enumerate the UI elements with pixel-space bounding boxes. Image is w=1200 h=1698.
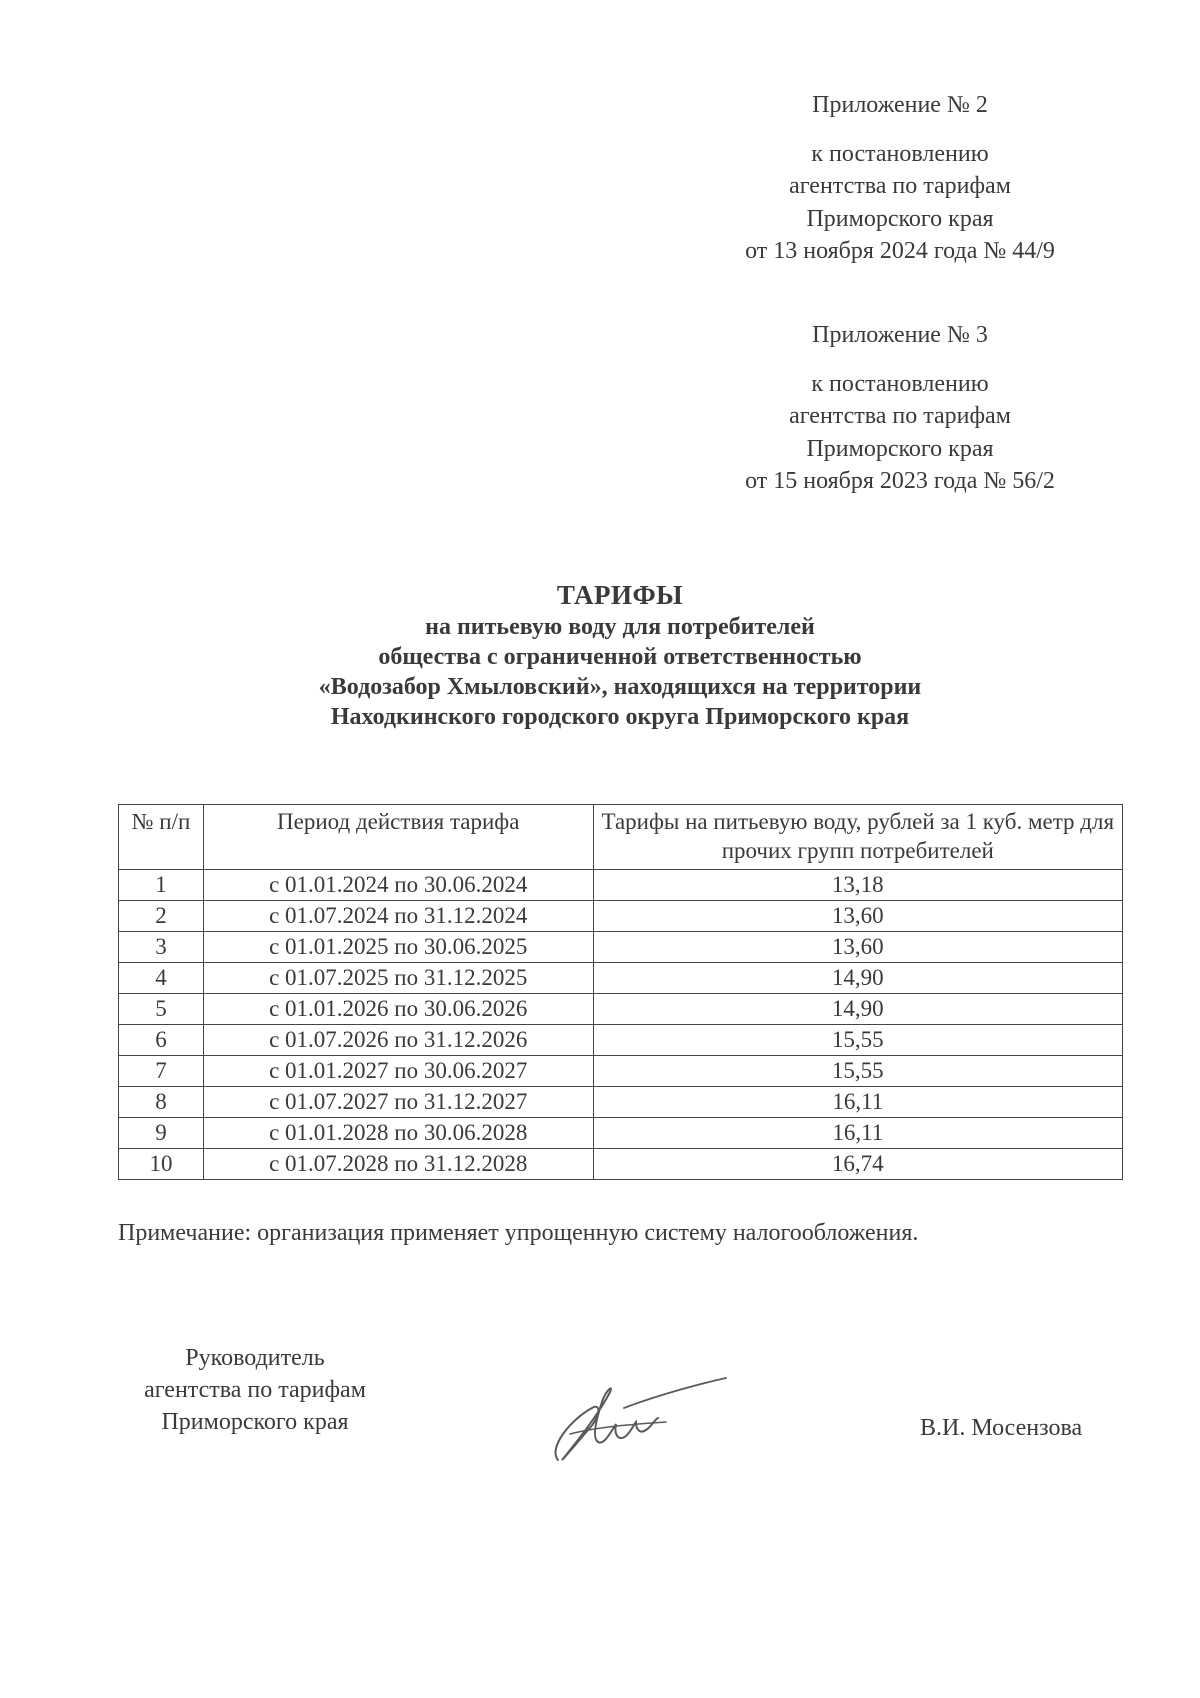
row-tariff: 14,90: [593, 963, 1122, 994]
table-row: [119, 994, 1123, 1025]
heading-line: «Водозабор Хмыловский», находящихся на территории: [318, 674, 922, 700]
row-tariff: 13,60: [593, 932, 1122, 963]
document-heading: [100, 578, 1140, 732]
table-row: [119, 1149, 1123, 1180]
heading-line: Находкинского городского округа Приморского края: [330, 704, 910, 730]
appendix-3-block: [700, 319, 1100, 498]
row-period: с 01.01.2026 по 30.06.2026: [203, 994, 593, 1025]
header-number: № п/п: [119, 805, 204, 870]
row-period: с 01.01.2025 по 30.06.2025: [203, 932, 593, 963]
row-tariff: 15,55: [593, 1056, 1122, 1087]
row-number: 2: [119, 901, 204, 932]
row-period: с 01.01.2027 по 30.06.2027: [203, 1056, 593, 1087]
table-row: [119, 1087, 1123, 1118]
signer-position: [110, 1342, 400, 1438]
table-row: [119, 901, 1123, 932]
table-row: [119, 1025, 1123, 1056]
row-number: 6: [119, 1025, 204, 1056]
appendix-2-line: от 13 ноября 2024 года № 44/9: [745, 238, 1055, 264]
table-row: [119, 1056, 1123, 1087]
document-title: ТАРИФЫ: [556, 580, 684, 610]
tax-note: Примечание: организация применяет упрощенную систему налогообложения.: [118, 1220, 919, 1246]
row-tariff: 16,11: [593, 1118, 1122, 1149]
row-period: с 01.07.2026 по 31.12.2026: [203, 1025, 593, 1056]
signer-position-line: агентства по тарифам: [144, 1377, 366, 1403]
row-period: с 01.07.2024 по 31.12.2024: [203, 901, 593, 932]
row-period: с 01.01.2028 по 30.06.2028: [203, 1118, 593, 1149]
row-number: 10: [119, 1149, 204, 1180]
appendix-3-line: Приморского края: [806, 435, 994, 462]
table-body: [119, 870, 1123, 1180]
appendix-3-line: от 15 ноября 2023 года № 56/2: [745, 468, 1055, 494]
appendix-2-line: агентства по тарифам: [789, 173, 1011, 199]
row-tariff: 16,11: [593, 1087, 1122, 1118]
appendix-2-title: Приложение № 2: [812, 92, 988, 118]
table-row: [119, 963, 1123, 994]
row-period: с 01.07.2025 по 31.12.2025: [203, 963, 593, 994]
row-number: 9: [119, 1118, 204, 1149]
appendix-3-line: к постановлению: [811, 370, 989, 397]
appendix-2-block: [700, 89, 1100, 268]
row-period: с 01.07.2027 по 31.12.2027: [203, 1087, 593, 1118]
row-tariff: 13,60: [593, 901, 1122, 932]
handwritten-signature: [540, 1368, 730, 1478]
row-tariff: 14,90: [593, 994, 1122, 1025]
appendix-2-line: Приморского края: [806, 205, 994, 232]
signer-position-line: Приморского края: [161, 1409, 349, 1435]
table-row: [119, 870, 1123, 901]
row-number: 3: [119, 932, 204, 963]
table-row: [119, 932, 1123, 963]
header-period: Период действия тарифа: [203, 805, 593, 870]
heading-line: общества с ограниченной ответственностью: [378, 644, 862, 670]
row-tariff: 13,18: [593, 870, 1122, 901]
heading-line: на питьевую воду для потребителей: [425, 614, 815, 640]
table-row: [119, 1118, 1123, 1149]
row-period: с 01.01.2024 по 30.06.2024: [203, 870, 593, 901]
row-tariff: 15,55: [593, 1025, 1122, 1056]
appendix-3-title: Приложение № 3: [812, 322, 988, 348]
signer-position-line: Руководитель: [185, 1345, 325, 1371]
row-number: 8: [119, 1087, 204, 1118]
row-number: 7: [119, 1056, 204, 1087]
header-tariff: Тарифы на питьевую воду, рублей за 1 куб. метр для прочих групп потребителей: [593, 805, 1122, 870]
tariffs-table: [118, 804, 1123, 1180]
row-number: 5: [119, 994, 204, 1025]
appendix-2-line: к постановлению: [811, 140, 989, 167]
row-number: 1: [119, 870, 204, 901]
row-period: с 01.07.2028 по 31.12.2028: [203, 1149, 593, 1180]
table-header-row: [119, 805, 1123, 870]
row-tariff: 16,74: [593, 1149, 1122, 1180]
appendix-3-line: агентства по тарифам: [789, 403, 1011, 429]
signer-name: В.И. Мосензова: [920, 1415, 1083, 1441]
row-number: 4: [119, 963, 204, 994]
